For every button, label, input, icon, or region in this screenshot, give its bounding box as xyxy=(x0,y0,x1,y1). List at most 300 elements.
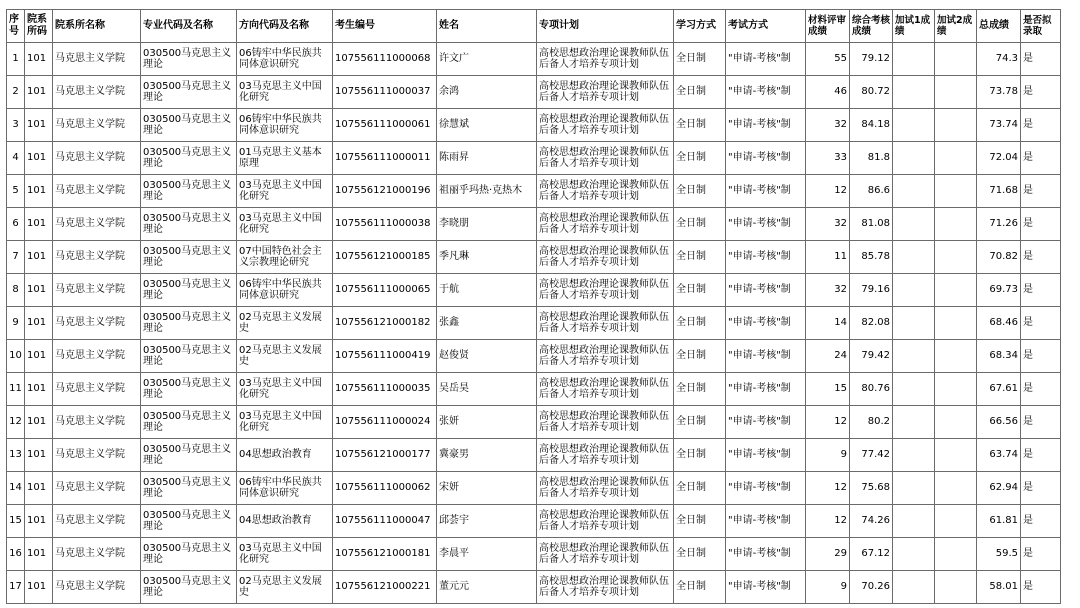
cell-exam-id: 107556111000038 xyxy=(333,208,437,241)
cell-total: 59.5 xyxy=(977,538,1021,571)
cell-seq: 12 xyxy=(7,406,25,439)
cell-total: 74.3 xyxy=(977,43,1021,76)
cell-extra1 xyxy=(893,373,935,406)
cell-exam-id: 107556111000068 xyxy=(333,43,437,76)
cell-total: 71.68 xyxy=(977,175,1021,208)
cell-admit: 是 xyxy=(1021,208,1061,241)
header-comprehensive-score: 综合考核成绩 xyxy=(850,10,893,43)
header-dept-code: 院系所码 xyxy=(25,10,53,43)
cell-name: 李晓朋 xyxy=(437,208,537,241)
cell-total: 70.82 xyxy=(977,241,1021,274)
cell-seq: 10 xyxy=(7,340,25,373)
cell-plan: 高校思想政治理论课教师队伍后备人才培养专项计划 xyxy=(537,340,674,373)
cell-material-score: 32 xyxy=(806,274,850,307)
cell-major: 030500马克思主义理论 xyxy=(141,538,237,571)
header-direction: 方向代码及名称 xyxy=(237,10,333,43)
cell-plan: 高校思想政治理论课教师队伍后备人才培养专项计划 xyxy=(537,274,674,307)
cell-seq: 13 xyxy=(7,439,25,472)
cell-admit: 是 xyxy=(1021,406,1061,439)
cell-direction: 06铸牢中华民族共同体意识研究 xyxy=(237,109,333,142)
cell-admit: 是 xyxy=(1021,307,1061,340)
admission-table xyxy=(6,9,1061,604)
cell-admit: 是 xyxy=(1021,142,1061,175)
header-material-score: 材料评审成绩 xyxy=(806,10,850,43)
cell-study-mode: 全日制 xyxy=(674,571,726,604)
cell-total: 62.94 xyxy=(977,472,1021,505)
cell-study-mode: 全日制 xyxy=(674,241,726,274)
cell-material-score: 12 xyxy=(806,406,850,439)
cell-plan: 高校思想政治理论课教师队伍后备人才培养专项计划 xyxy=(537,406,674,439)
cell-plan: 高校思想政治理论课教师队伍后备人才培养专项计划 xyxy=(537,373,674,406)
cell-total: 63.74 xyxy=(977,439,1021,472)
cell-direction: 06铸牢中华民族共同体意识研究 xyxy=(237,472,333,505)
cell-dept-code: 101 xyxy=(25,505,53,538)
cell-extra2 xyxy=(935,373,977,406)
cell-material-score: 9 xyxy=(806,571,850,604)
cell-exam-mode: "申请-考核"制 xyxy=(726,439,806,472)
cell-plan: 高校思想政治理论课教师队伍后备人才培养专项计划 xyxy=(537,43,674,76)
cell-plan: 高校思想政治理论课教师队伍后备人才培养专项计划 xyxy=(537,538,674,571)
cell-study-mode: 全日制 xyxy=(674,109,726,142)
table-row xyxy=(7,406,1061,439)
cell-exam-id: 107556111000037 xyxy=(333,76,437,109)
cell-dept-name: 马克思主义学院 xyxy=(53,505,141,538)
cell-study-mode: 全日制 xyxy=(674,274,726,307)
cell-total: 68.34 xyxy=(977,340,1021,373)
cell-comprehensive-score: 75.68 xyxy=(850,472,893,505)
cell-dept-code: 101 xyxy=(25,208,53,241)
cell-material-score: 33 xyxy=(806,142,850,175)
cell-plan: 高校思想政治理论课教师队伍后备人才培养专项计划 xyxy=(537,109,674,142)
cell-extra1 xyxy=(893,307,935,340)
cell-dept-code: 101 xyxy=(25,439,53,472)
cell-dept-name: 马克思主义学院 xyxy=(53,109,141,142)
cell-name: 赵俊贤 xyxy=(437,340,537,373)
cell-material-score: 32 xyxy=(806,208,850,241)
cell-plan: 高校思想政治理论课教师队伍后备人才培养专项计划 xyxy=(537,307,674,340)
cell-direction: 01马克思主义基本原理 xyxy=(237,142,333,175)
table-row xyxy=(7,241,1061,274)
cell-exam-mode: "申请-考核"制 xyxy=(726,406,806,439)
cell-extra1 xyxy=(893,274,935,307)
cell-direction: 02马克思主义发展史 xyxy=(237,571,333,604)
cell-exam-mode: "申请-考核"制 xyxy=(726,307,806,340)
cell-exam-mode: "申请-考核"制 xyxy=(726,472,806,505)
cell-extra1 xyxy=(893,571,935,604)
cell-dept-name: 马克思主义学院 xyxy=(53,538,141,571)
table-body xyxy=(7,43,1061,604)
cell-total: 73.78 xyxy=(977,76,1021,109)
cell-exam-id: 107556121000182 xyxy=(333,307,437,340)
cell-dept-code: 101 xyxy=(25,142,53,175)
header-total: 总成绩 xyxy=(977,10,1021,43)
cell-name: 陈雨昇 xyxy=(437,142,537,175)
cell-exam-mode: "申请-考核"制 xyxy=(726,208,806,241)
cell-material-score: 55 xyxy=(806,43,850,76)
cell-name: 宋妍 xyxy=(437,472,537,505)
cell-extra1 xyxy=(893,109,935,142)
cell-major: 030500马克思主义理论 xyxy=(141,76,237,109)
cell-study-mode: 全日制 xyxy=(674,373,726,406)
cell-extra2 xyxy=(935,571,977,604)
cell-study-mode: 全日制 xyxy=(674,43,726,76)
cell-total: 58.01 xyxy=(977,571,1021,604)
table-row xyxy=(7,208,1061,241)
cell-plan: 高校思想政治理论课教师队伍后备人才培养专项计划 xyxy=(537,505,674,538)
cell-exam-mode: "申请-考核"制 xyxy=(726,241,806,274)
header-seq: 序号 xyxy=(7,10,25,43)
cell-seq: 2 xyxy=(7,76,25,109)
cell-study-mode: 全日制 xyxy=(674,175,726,208)
cell-direction: 03马克思主义中国化研究 xyxy=(237,76,333,109)
cell-direction: 03马克思主义中国化研究 xyxy=(237,406,333,439)
cell-study-mode: 全日制 xyxy=(674,406,726,439)
header-study-mode: 学习方式 xyxy=(674,10,726,43)
cell-admit: 是 xyxy=(1021,43,1061,76)
cell-name: 李晨平 xyxy=(437,538,537,571)
cell-exam-mode: "申请-考核"制 xyxy=(726,571,806,604)
cell-admit: 是 xyxy=(1021,340,1061,373)
cell-name: 张妍 xyxy=(437,406,537,439)
cell-exam-mode: "申请-考核"制 xyxy=(726,340,806,373)
cell-study-mode: 全日制 xyxy=(674,208,726,241)
cell-name: 吴岳昊 xyxy=(437,373,537,406)
cell-extra2 xyxy=(935,241,977,274)
cell-exam-id: 107556121000185 xyxy=(333,241,437,274)
cell-plan: 高校思想政治理论课教师队伍后备人才培养专项计划 xyxy=(537,175,674,208)
cell-exam-id: 107556111000011 xyxy=(333,142,437,175)
cell-direction: 03马克思主义中国化研究 xyxy=(237,538,333,571)
cell-major: 030500马克思主义理论 xyxy=(141,373,237,406)
cell-extra1 xyxy=(893,406,935,439)
cell-plan: 高校思想政治理论课教师队伍后备人才培养专项计划 xyxy=(537,241,674,274)
cell-name: 邱荟宇 xyxy=(437,505,537,538)
cell-comprehensive-score: 79.16 xyxy=(850,274,893,307)
cell-dept-code: 101 xyxy=(25,175,53,208)
cell-comprehensive-score: 80.72 xyxy=(850,76,893,109)
cell-comprehensive-score: 84.18 xyxy=(850,109,893,142)
cell-major: 030500马克思主义理论 xyxy=(141,505,237,538)
cell-extra2 xyxy=(935,538,977,571)
cell-major: 030500马克思主义理论 xyxy=(141,175,237,208)
cell-seq: 5 xyxy=(7,175,25,208)
cell-exam-id: 107556121000177 xyxy=(333,439,437,472)
cell-exam-mode: "申请-考核"制 xyxy=(726,76,806,109)
cell-exam-mode: "申请-考核"制 xyxy=(726,109,806,142)
cell-major: 030500马克思主义理论 xyxy=(141,109,237,142)
cell-major: 030500马克思主义理论 xyxy=(141,406,237,439)
cell-dept-name: 马克思主义学院 xyxy=(53,76,141,109)
cell-material-score: 15 xyxy=(806,373,850,406)
cell-major: 030500马克思主义理论 xyxy=(141,241,237,274)
cell-direction: 07中国特色社会主义宗教理论研究 xyxy=(237,241,333,274)
cell-extra1 xyxy=(893,505,935,538)
cell-comprehensive-score: 82.08 xyxy=(850,307,893,340)
cell-dept-name: 马克思主义学院 xyxy=(53,406,141,439)
cell-dept-code: 101 xyxy=(25,373,53,406)
cell-direction: 03马克思主义中国化研究 xyxy=(237,175,333,208)
table-row xyxy=(7,142,1061,175)
cell-dept-name: 马克思主义学院 xyxy=(53,142,141,175)
cell-extra1 xyxy=(893,208,935,241)
cell-dept-name: 马克思主义学院 xyxy=(53,439,141,472)
table-row xyxy=(7,76,1061,109)
cell-extra1 xyxy=(893,439,935,472)
table-row xyxy=(7,538,1061,571)
cell-direction: 06铸牢中华民族共同体意识研究 xyxy=(237,43,333,76)
cell-name: 余鸿 xyxy=(437,76,537,109)
cell-seq: 6 xyxy=(7,208,25,241)
cell-major: 030500马克思主义理论 xyxy=(141,307,237,340)
header-name: 姓名 xyxy=(437,10,537,43)
table-row xyxy=(7,109,1061,142)
cell-extra2 xyxy=(935,109,977,142)
cell-dept-name: 马克思主义学院 xyxy=(53,571,141,604)
cell-extra1 xyxy=(893,43,935,76)
cell-admit: 是 xyxy=(1021,505,1061,538)
cell-material-score: 12 xyxy=(806,175,850,208)
cell-seq: 1 xyxy=(7,43,25,76)
cell-material-score: 12 xyxy=(806,472,850,505)
cell-comprehensive-score: 79.12 xyxy=(850,43,893,76)
cell-total: 61.81 xyxy=(977,505,1021,538)
cell-material-score: 11 xyxy=(806,241,850,274)
cell-extra2 xyxy=(935,274,977,307)
cell-dept-code: 101 xyxy=(25,109,53,142)
header-row xyxy=(7,10,1061,43)
cell-exam-id: 107556111000062 xyxy=(333,472,437,505)
cell-comprehensive-score: 80.76 xyxy=(850,373,893,406)
cell-dept-name: 马克思主义学院 xyxy=(53,241,141,274)
cell-material-score: 24 xyxy=(806,340,850,373)
cell-admit: 是 xyxy=(1021,439,1061,472)
cell-exam-id: 107556121000221 xyxy=(333,571,437,604)
cell-comprehensive-score: 79.42 xyxy=(850,340,893,373)
cell-admit: 是 xyxy=(1021,76,1061,109)
cell-comprehensive-score: 81.8 xyxy=(850,142,893,175)
cell-material-score: 32 xyxy=(806,109,850,142)
cell-exam-id: 107556111000065 xyxy=(333,274,437,307)
header-plan: 专项计划 xyxy=(537,10,674,43)
cell-extra2 xyxy=(935,505,977,538)
cell-extra1 xyxy=(893,76,935,109)
cell-study-mode: 全日制 xyxy=(674,340,726,373)
cell-dept-name: 马克思主义学院 xyxy=(53,175,141,208)
cell-major: 030500马克思主义理论 xyxy=(141,472,237,505)
cell-material-score: 12 xyxy=(806,505,850,538)
cell-seq: 14 xyxy=(7,472,25,505)
cell-extra2 xyxy=(935,208,977,241)
table-row xyxy=(7,340,1061,373)
cell-extra2 xyxy=(935,43,977,76)
cell-exam-id: 107556111000419 xyxy=(333,340,437,373)
cell-dept-name: 马克思主义学院 xyxy=(53,340,141,373)
cell-plan: 高校思想政治理论课教师队伍后备人才培养专项计划 xyxy=(537,142,674,175)
cell-admit: 是 xyxy=(1021,373,1061,406)
cell-dept-code: 101 xyxy=(25,43,53,76)
cell-extra2 xyxy=(935,76,977,109)
header-extra2: 加试2成绩 xyxy=(935,10,977,43)
cell-major: 030500马克思主义理论 xyxy=(141,571,237,604)
cell-dept-name: 马克思主义学院 xyxy=(53,208,141,241)
cell-direction: 02马克思主义发展史 xyxy=(237,340,333,373)
cell-dept-name: 马克思主义学院 xyxy=(53,307,141,340)
table-row xyxy=(7,175,1061,208)
cell-dept-code: 101 xyxy=(25,307,53,340)
cell-comprehensive-score: 67.12 xyxy=(850,538,893,571)
cell-seq: 11 xyxy=(7,373,25,406)
header-extra1: 加试1成绩 xyxy=(893,10,935,43)
cell-study-mode: 全日制 xyxy=(674,439,726,472)
header-exam-id: 考生编号 xyxy=(333,10,437,43)
cell-seq: 16 xyxy=(7,538,25,571)
table-row xyxy=(7,307,1061,340)
cell-seq: 3 xyxy=(7,109,25,142)
cell-major: 030500马克思主义理论 xyxy=(141,43,237,76)
cell-total: 73.74 xyxy=(977,109,1021,142)
cell-dept-code: 101 xyxy=(25,340,53,373)
cell-name: 冀豪男 xyxy=(437,439,537,472)
cell-exam-mode: "申请-考核"制 xyxy=(726,538,806,571)
cell-dept-code: 101 xyxy=(25,538,53,571)
cell-admit: 是 xyxy=(1021,241,1061,274)
cell-name: 张鑫 xyxy=(437,307,537,340)
cell-major: 030500马克思主义理论 xyxy=(141,340,237,373)
cell-admit: 是 xyxy=(1021,538,1061,571)
cell-comprehensive-score: 81.08 xyxy=(850,208,893,241)
cell-exam-mode: "申请-考核"制 xyxy=(726,175,806,208)
header-exam-mode: 考试方式 xyxy=(726,10,806,43)
cell-material-score: 46 xyxy=(806,76,850,109)
cell-direction: 03马克思主义中国化研究 xyxy=(237,208,333,241)
cell-study-mode: 全日制 xyxy=(674,472,726,505)
table-row xyxy=(7,472,1061,505)
cell-material-score: 9 xyxy=(806,439,850,472)
cell-admit: 是 xyxy=(1021,274,1061,307)
cell-dept-code: 101 xyxy=(25,76,53,109)
cell-dept-name: 马克思主义学院 xyxy=(53,472,141,505)
cell-direction: 06铸牢中华民族共同体意识研究 xyxy=(237,274,333,307)
cell-dept-name: 马克思主义学院 xyxy=(53,373,141,406)
cell-extra2 xyxy=(935,439,977,472)
cell-study-mode: 全日制 xyxy=(674,505,726,538)
cell-seq: 9 xyxy=(7,307,25,340)
header-admit: 是否拟录取 xyxy=(1021,10,1061,43)
cell-major: 030500马克思主义理论 xyxy=(141,274,237,307)
cell-study-mode: 全日制 xyxy=(674,307,726,340)
cell-exam-mode: "申请-考核"制 xyxy=(726,274,806,307)
cell-study-mode: 全日制 xyxy=(674,76,726,109)
cell-total: 72.04 xyxy=(977,142,1021,175)
cell-total: 66.56 xyxy=(977,406,1021,439)
cell-direction: 02马克思主义发展史 xyxy=(237,307,333,340)
cell-seq: 17 xyxy=(7,571,25,604)
cell-seq: 7 xyxy=(7,241,25,274)
cell-material-score: 29 xyxy=(806,538,850,571)
cell-name: 于航 xyxy=(437,274,537,307)
cell-seq: 15 xyxy=(7,505,25,538)
cell-name: 季凡琳 xyxy=(437,241,537,274)
cell-extra2 xyxy=(935,472,977,505)
cell-plan: 高校思想政治理论课教师队伍后备人才培养专项计划 xyxy=(537,472,674,505)
cell-exam-id: 107556111000047 xyxy=(333,505,437,538)
cell-plan: 高校思想政治理论课教师队伍后备人才培养专项计划 xyxy=(537,571,674,604)
cell-study-mode: 全日制 xyxy=(674,142,726,175)
cell-extra2 xyxy=(935,307,977,340)
cell-extra2 xyxy=(935,175,977,208)
cell-extra1 xyxy=(893,340,935,373)
table-row xyxy=(7,571,1061,604)
cell-dept-code: 101 xyxy=(25,472,53,505)
cell-material-score: 14 xyxy=(806,307,850,340)
cell-dept-code: 101 xyxy=(25,241,53,274)
table-row xyxy=(7,373,1061,406)
cell-admit: 是 xyxy=(1021,109,1061,142)
cell-name: 董元元 xyxy=(437,571,537,604)
cell-exam-mode: "申请-考核"制 xyxy=(726,505,806,538)
table-row xyxy=(7,505,1061,538)
table-row xyxy=(7,439,1061,472)
cell-admit: 是 xyxy=(1021,571,1061,604)
cell-comprehensive-score: 74.26 xyxy=(850,505,893,538)
cell-direction: 04思想政治教育 xyxy=(237,439,333,472)
cell-extra1 xyxy=(893,241,935,274)
cell-comprehensive-score: 85.78 xyxy=(850,241,893,274)
cell-exam-id: 107556111000061 xyxy=(333,109,437,142)
cell-seq: 4 xyxy=(7,142,25,175)
cell-major: 030500马克思主义理论 xyxy=(141,439,237,472)
cell-extra1 xyxy=(893,142,935,175)
cell-major: 030500马克思主义理论 xyxy=(141,142,237,175)
cell-plan: 高校思想政治理论课教师队伍后备人才培养专项计划 xyxy=(537,76,674,109)
cell-extra1 xyxy=(893,175,935,208)
cell-plan: 高校思想政治理论课教师队伍后备人才培养专项计划 xyxy=(537,208,674,241)
cell-dept-code: 101 xyxy=(25,274,53,307)
cell-admit: 是 xyxy=(1021,472,1061,505)
cell-admit: 是 xyxy=(1021,175,1061,208)
cell-exam-id: 107556111000024 xyxy=(333,406,437,439)
header-major: 专业代码及名称 xyxy=(141,10,237,43)
cell-dept-code: 101 xyxy=(25,406,53,439)
cell-exam-mode: "申请-考核"制 xyxy=(726,373,806,406)
cell-extra1 xyxy=(893,472,935,505)
cell-extra2 xyxy=(935,142,977,175)
cell-exam-id: 107556121000181 xyxy=(333,538,437,571)
cell-study-mode: 全日制 xyxy=(674,538,726,571)
cell-seq: 8 xyxy=(7,274,25,307)
cell-comprehensive-score: 77.42 xyxy=(850,439,893,472)
cell-direction: 03马克思主义中国化研究 xyxy=(237,373,333,406)
cell-extra2 xyxy=(935,340,977,373)
cell-total: 68.46 xyxy=(977,307,1021,340)
cell-comprehensive-score: 86.6 xyxy=(850,175,893,208)
cell-total: 67.61 xyxy=(977,373,1021,406)
cell-direction: 04思想政治教育 xyxy=(237,505,333,538)
cell-extra1 xyxy=(893,538,935,571)
cell-total: 69.73 xyxy=(977,274,1021,307)
cell-exam-mode: "申请-考核"制 xyxy=(726,43,806,76)
cell-dept-name: 马克思主义学院 xyxy=(53,274,141,307)
table-row xyxy=(7,274,1061,307)
cell-comprehensive-score: 80.2 xyxy=(850,406,893,439)
cell-comprehensive-score: 70.26 xyxy=(850,571,893,604)
cell-total: 71.26 xyxy=(977,208,1021,241)
cell-major: 030500马克思主义理论 xyxy=(141,208,237,241)
cell-name: 许文广 xyxy=(437,43,537,76)
cell-name: 祖丽乎玛热·克热木 xyxy=(437,175,537,208)
cell-plan: 高校思想政治理论课教师队伍后备人才培养专项计划 xyxy=(537,439,674,472)
cell-exam-mode: "申请-考核"制 xyxy=(726,142,806,175)
